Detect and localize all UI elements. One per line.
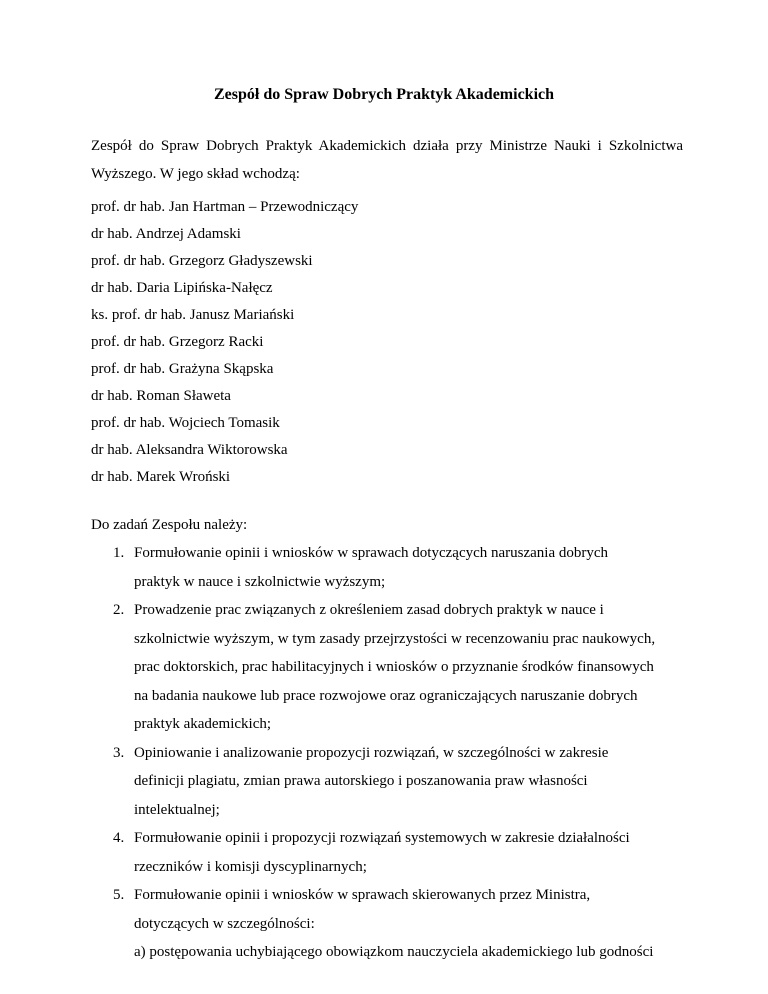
tasks-list [91, 539, 691, 967]
task-item [91, 539, 691, 596]
task-line: Formułowanie opinii i wniosków w sprawach skierowanych przez Ministra, [134, 887, 591, 903]
member-item: dr hab. Aleksandra Wiktorowska [91, 442, 288, 458]
tasks-heading: Do zadań Zespołu należy: [91, 517, 248, 533]
task-item [91, 824, 691, 881]
task-line: a) postępowania uchybiającego obowiązkom nauczyciela akademickiego lub godności [134, 944, 654, 960]
task-line: Formułowanie opinii i propozycji rozwiązań systemowych w zakresie działalności [134, 830, 630, 846]
member-item: prof. dr hab. Jan Hartman – Przewodniczący [91, 199, 359, 215]
task-line: Prowadzenie prac związanych z określeniem zasad dobrych praktyk w nauce i [134, 602, 604, 618]
document-title: Zespół do Spraw Dobrych Praktyk Akademickich [213, 86, 555, 103]
task-line: dotyczących w szczególności: [134, 915, 315, 932]
task-number: 3. [113, 744, 125, 761]
task-number: 5. [113, 887, 125, 903]
task-line: rzeczników i komisji dyscyplinarnych; [134, 858, 367, 875]
task-item [91, 881, 691, 967]
member-item: dr hab. Andrzej Adamski [91, 226, 241, 242]
task-line: praktyk w nauce i szkolnictwie wyższym; [134, 573, 386, 590]
task-line: intelektualnej; [134, 801, 220, 818]
task-item [91, 596, 691, 739]
member-item: prof. dr hab. Grażyna Skąpska [91, 361, 274, 377]
task-number: 4. [113, 830, 125, 846]
member-item: prof. dr hab. Grzegorz Gładyszewski [91, 253, 313, 269]
task-line: Formułowanie opinii i wniosków w sprawach dotyczących naruszania dobrych [134, 545, 609, 561]
member-item: dr hab. Roman Sławeta [91, 388, 231, 404]
task-line: na badania naukowe lub prace rozwojowe oraz ograniczających naruszanie dobrych [134, 687, 638, 704]
member-item: prof. dr hab. Grzegorz Racki [91, 334, 264, 350]
members-list [91, 194, 358, 491]
member-item: ks. prof. dr hab. Janusz Mariański [91, 307, 295, 323]
task-line: definicji plagiatu, zmian prawa autorskiego i poszanowania praw własności [134, 773, 588, 789]
intro-paragraph: Zespół do Spraw Dobrych Praktyk Akademickich działa przy Ministrze Nauki i Szkolnictwa Wyższego. W jego skład wchodzą: [91, 138, 683, 182]
task-item [91, 739, 691, 825]
task-line: praktyk akademickich; [134, 716, 272, 732]
member-item: dr hab. Daria Lipińska-Nałęcz [91, 280, 273, 296]
member-item: dr hab. Marek Wroński [91, 469, 231, 485]
task-line: szkolnictwie wyższym, w tym zasady przejrzystości w recenzowaniu prac naukowych, [134, 630, 656, 647]
task-line: prac doktorskich, prac habilitacyjnych i wniosków o przyznanie środków finansowych [134, 659, 654, 675]
task-number: 2. [113, 602, 125, 618]
member-item: prof. dr hab. Wojciech Tomasik [91, 415, 280, 431]
task-line: Opiniowanie i analizowanie propozycji rozwiązań, w szczególności w zakresie [134, 744, 609, 761]
task-number: 1. [113, 545, 125, 561]
